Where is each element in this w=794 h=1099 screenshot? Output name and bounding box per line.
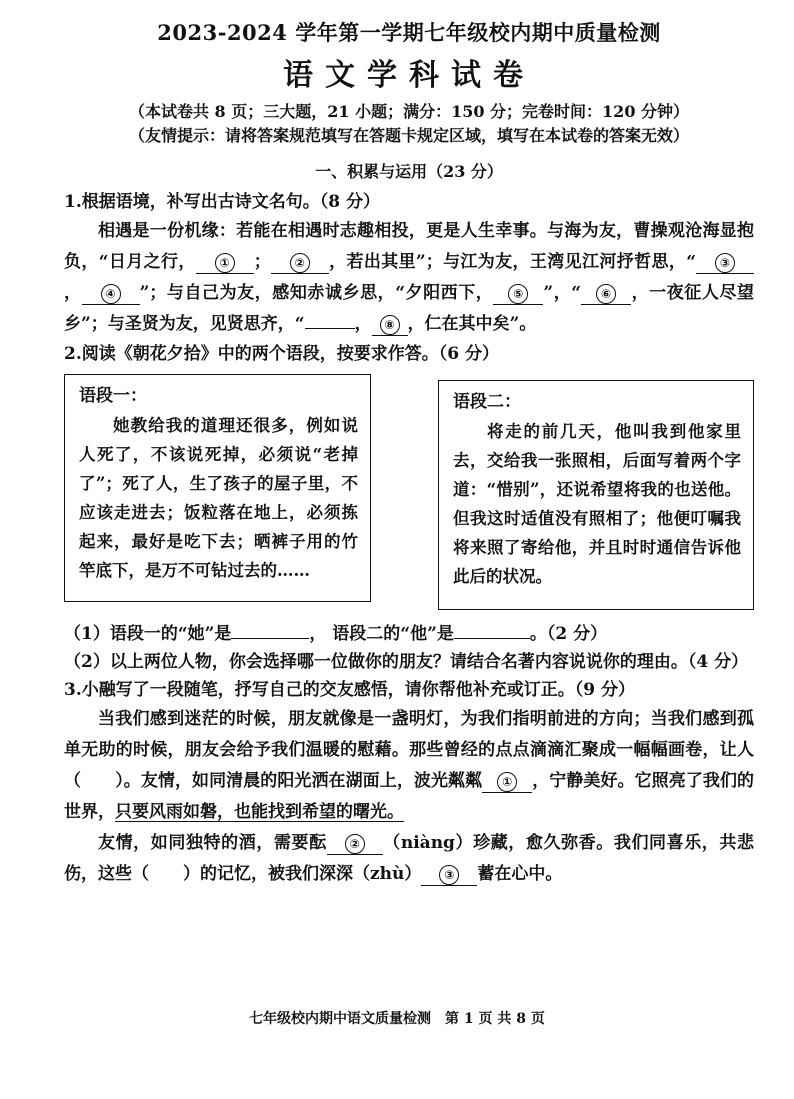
passage-text: ，仁在其中矣”。: [407, 314, 537, 334]
underlined-sentence: 只要风雨如磐，也能找到希望的曙光。: [115, 802, 404, 822]
answer-blank-2[interactable]: [271, 251, 329, 274]
blank-number: ②: [345, 834, 365, 854]
essay-text: 友情，如同独特的酒，需要酝: [98, 833, 327, 853]
exam-info-line: （本试卷共 8 页；三大题，21 小题；满分：150 分；完卷时间：120 分钟）: [128, 102, 690, 121]
passage-text: ”，“: [543, 283, 582, 303]
sub-question-text: ， 语段二的“他”是: [309, 624, 454, 644]
exam-title: 2023-2024 学年第一学期七年级校内期中质量检测: [157, 20, 661, 45]
excerpt-1-text: 她教给我的道理还很多，例如说人死了，不该说死掉，必须说“老掉了”；死了人，生了孩子的屋子里，不应该走进去；饭粒落在地上，必须拣起来，最好是吃下去；晒裤子用的竹竿底下，是万不可钻过去的……: [79, 416, 358, 580]
answer-blank-she[interactable]: [231, 638, 309, 639]
excerpt-box-1: [64, 374, 371, 602]
passage-text: 相遇是一份机缘：若能在相遇时志趣相投，更是人生幸事。与海为友，曹操观沧海显抱负，“日月之行，: [64, 221, 754, 272]
excerpt-box-2: [438, 380, 754, 610]
passage-text: ，: [64, 283, 82, 303]
essay-text: 当我们感到迷茫的时候，朋友就像是一盏明灯，为我们指明前进的方向；当我们感到孤单无助的时候，朋友会给予我们温暖的慰藉。那些曾经的点点滴滴汇聚成一幅幅画卷，让人（ ）。友情，如同清晨的阳光洒在湖面上，波光粼粼: [64, 709, 754, 791]
passage-text: ；: [253, 252, 271, 272]
blank-number: ③: [715, 253, 735, 273]
question-2-sub-1: [64, 620, 754, 648]
blank-number: ③: [439, 865, 459, 885]
question-3-stem: 3.小融写了一段随笔，抒写自己的交友感悟，请你帮他补充或订正。（9 分）: [64, 680, 635, 700]
excerpt-2-text: 将走的前几天，他叫我到他家里去，交给我一张照相，后面写着两个字道：“惜别”，还说希望将我的也送他。但我这时适值没有照相了；他便叮嘱我将来照了寄给他，并且时时通信告诉他此后的状况。: [453, 422, 741, 586]
blank-number: ①: [215, 253, 235, 273]
answer-blank-1[interactable]: [196, 251, 254, 274]
answer-blank-q3-3[interactable]: [421, 863, 477, 886]
question-1-passage: [64, 216, 754, 340]
passage-text: ，一夜征人尽望乡”；与圣贤为友，见贤思齐，“: [64, 283, 754, 334]
passage-text: ，: [354, 314, 372, 334]
answer-blank-q3-2[interactable]: [327, 832, 383, 855]
essay-text: （niàng）珍藏，愈久弥香。我们同喜乐，共悲伤，这些（ ）的记忆，被我们深深（zhù）: [64, 833, 754, 884]
exam-tip-line: （友情提示：请将答案规范填写在答题卡规定区域，填写在本试卷的答案无效）: [128, 126, 689, 145]
blank-number: ④: [101, 284, 121, 304]
answer-blank-he[interactable]: [454, 638, 530, 639]
answer-blank-4[interactable]: [82, 282, 140, 305]
blank-number: ⑥: [596, 284, 616, 304]
page-footer: 七年级校内期中语文质量检测 第 1 页 共 8 页: [249, 1011, 545, 1027]
section-title: 一、积累与运用（23 分）: [315, 162, 503, 181]
excerpt-1-title: 语段一：: [79, 386, 147, 406]
question-3-paragraph-2: [64, 828, 754, 890]
passage-text: ，若出其里”；与江为友，王湾见江河抒哲思，“: [328, 252, 696, 272]
answer-blank-3[interactable]: [696, 251, 754, 274]
question-2-stem: 2.阅读《朝花夕拾》中的两个语段，按要求作答。（6 分）: [64, 344, 499, 364]
blank-number: ⑧: [380, 315, 400, 335]
sub-question-text: 。（2 分）: [529, 624, 608, 644]
question-2-sub-2: （2）以上两位人物，你会选择哪一位做你的朋友？请结合名著内容说说你的理由。（4 分）: [64, 652, 749, 672]
excerpt-2-title: 语段二：: [453, 392, 521, 412]
answer-blank-7[interactable]: [305, 328, 355, 329]
excerpt-boxes: [64, 374, 754, 610]
answer-blank-5[interactable]: [493, 282, 543, 305]
subject-title: 语文学科试卷: [283, 58, 535, 93]
question-3-paragraph-1: [64, 704, 754, 828]
essay-text: 蓄在心中。: [477, 864, 563, 884]
answer-blank-6[interactable]: [581, 282, 631, 305]
blank-number: ⑤: [508, 284, 528, 304]
blank-number: ①: [497, 772, 517, 792]
blank-number: ②: [290, 253, 310, 273]
essay-text: ，宁静美好。它照亮了我们的世界，: [64, 771, 755, 822]
passage-text: ”；与自己为友，感知赤诚乡思，“夕阳西下，: [139, 283, 494, 303]
question-1-stem: 1.根据语境，补写出古诗文名句。（8 分）: [64, 192, 380, 212]
answer-blank-q3-1[interactable]: [482, 770, 532, 793]
answer-blank-8[interactable]: [372, 313, 408, 336]
sub-question-text: （1）语段一的“她”是: [64, 624, 232, 644]
